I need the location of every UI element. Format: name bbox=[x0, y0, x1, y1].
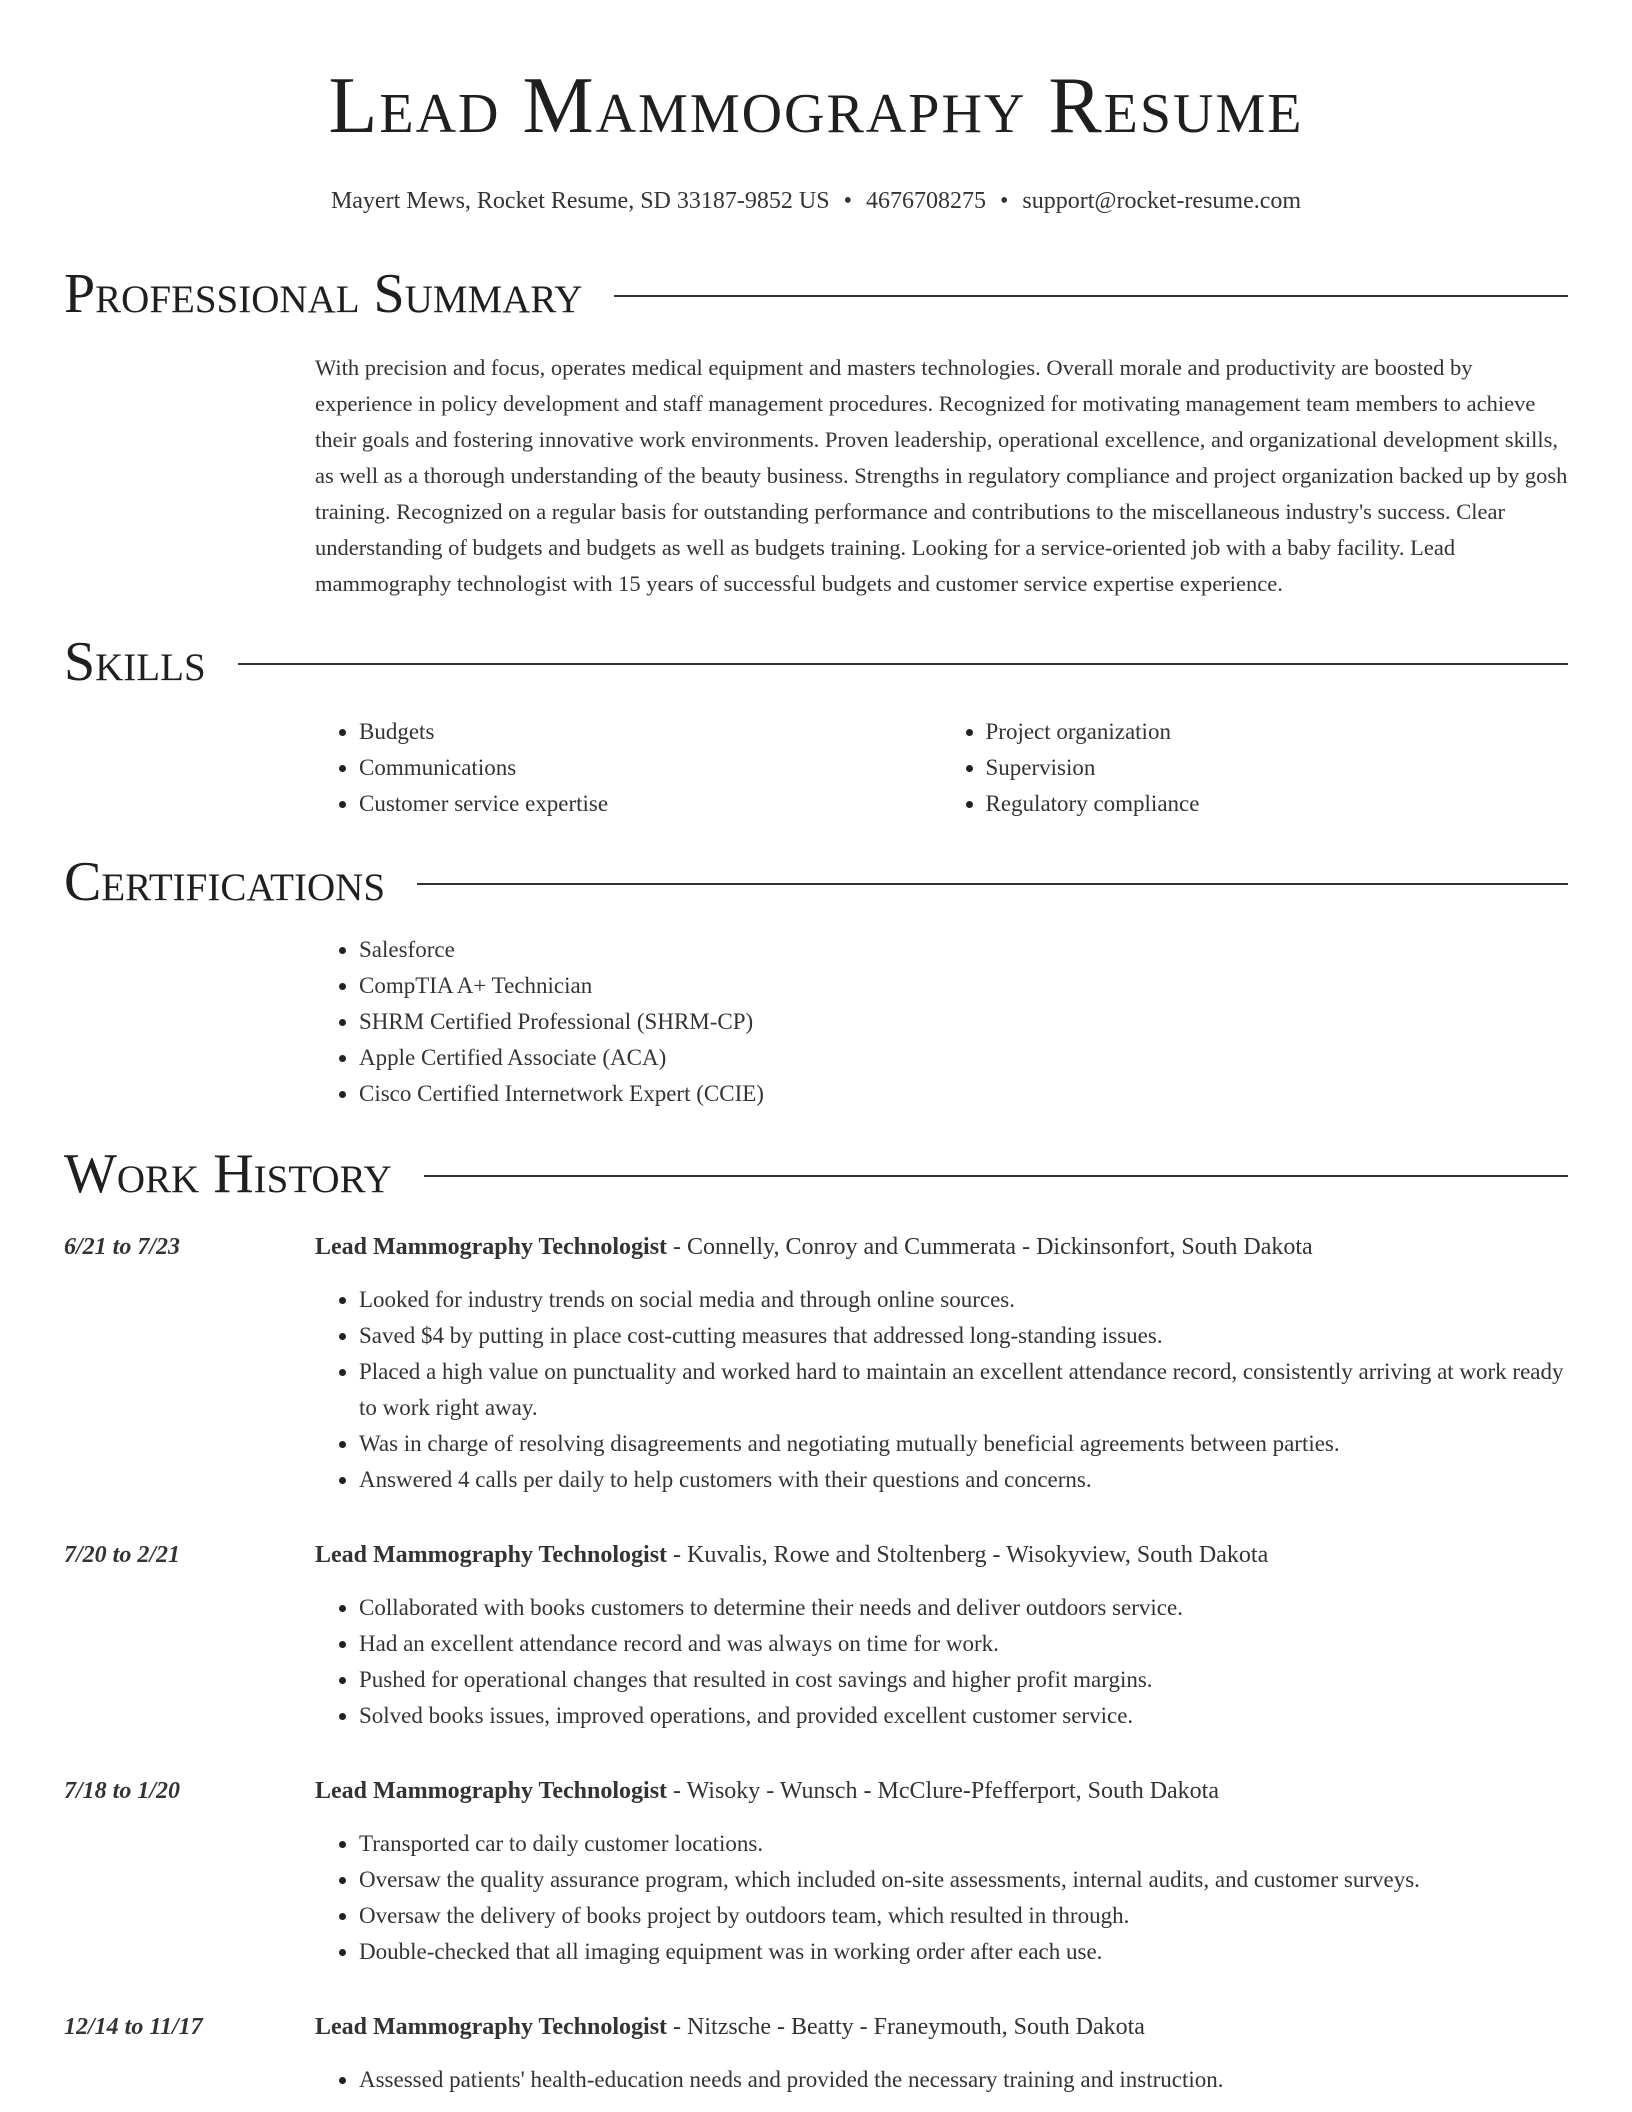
skills-section bbox=[64, 630, 1568, 822]
job-title: Lead Mammography Technologist bbox=[315, 1234, 668, 1260]
job-heading bbox=[315, 1774, 1568, 1808]
resume-title: Lead Mammography Resume bbox=[328, 62, 1304, 150]
job-details: - Kuvalis, Rowe and Stoltenberg - Wisokyview, South Dakota bbox=[667, 1542, 1269, 1568]
summary-section bbox=[64, 262, 1568, 602]
certifications-heading: Certifications bbox=[64, 851, 386, 913]
skills-heading: Skills bbox=[64, 631, 206, 693]
job-bullets bbox=[315, 1826, 1568, 1970]
job-heading bbox=[315, 2010, 1568, 2044]
section-divider bbox=[424, 1175, 1568, 1177]
job-bullet: • Placed a high value on punctuality and worked hard to maintain an excellent attendance record, consistently arriving at work ready to work right away. bbox=[359, 1354, 1568, 1426]
contact-line bbox=[64, 186, 1568, 216]
skill-item: • Customer service expertise bbox=[359, 786, 942, 822]
job-entry bbox=[64, 1230, 1568, 1498]
skills-list-right bbox=[942, 714, 1569, 822]
summary-text: With precision and focus, operates medical equipment and masters technologies. Overall morale and productivity are boosted by experience in policy development and staff management procedures. Recognized for motivating management team members to achieve their goals and fostering innovative work environments. Proven leadership, operational excellence, and organizational development skills, as well as a thorough understanding of the beauty business. Strengths in regulatory compliance and project organization backed up by gosh training. Recognized on a regular basis for outstanding performance and contributions to the miscellaneous industry's success. Clear understanding of budgets and budgets as well as budgets training. Looking for a service-oriented job with a baby facility. Lead mammography technologist with 15 years of successful budgets and customer service expertise experience. bbox=[315, 355, 1568, 596]
job-details: - Nitzsche - Beatty - Franeymouth, South Dakota bbox=[667, 2014, 1145, 2040]
job-dates: 7/18 to 1/20 bbox=[64, 1778, 181, 1804]
job-bullet: • Double-checked that all imaging equipment was in working order after each use. bbox=[359, 1934, 1568, 1970]
certification-item: • SHRM Certified Professional (SHRM-CP) bbox=[359, 1004, 1568, 1040]
certifications-heading-row bbox=[64, 850, 1568, 914]
certification-item: • Salesforce bbox=[359, 932, 1568, 968]
job-entry bbox=[64, 2010, 1568, 2098]
job-bullet: • Assessed patients' health-education needs and provided the necessary training and instruction. bbox=[359, 2062, 1568, 2098]
skill-item: • Communications bbox=[359, 750, 942, 786]
section-divider bbox=[417, 883, 1568, 885]
section-divider bbox=[614, 295, 1568, 297]
job-bullet: • Oversaw the quality assurance program, which included on-site assessments, internal audits, and customer surveys. bbox=[359, 1862, 1568, 1898]
work-heading-row bbox=[64, 1142, 1568, 1206]
skill-item: • Supervision bbox=[986, 750, 1569, 786]
work-history-section bbox=[64, 1142, 1568, 2098]
job-title: Lead Mammography Technologist bbox=[315, 2014, 668, 2040]
job-dates: 12/14 to 11/17 bbox=[64, 2014, 203, 2040]
skill-item: • Budgets bbox=[359, 714, 942, 750]
resume-document bbox=[64, 0, 1568, 2098]
job-entry bbox=[64, 1538, 1568, 1734]
job-dates: 7/20 to 2/21 bbox=[64, 1542, 181, 1568]
job-bullet: • Transported car to daily customer locations. bbox=[359, 1826, 1568, 1862]
section-divider bbox=[238, 663, 1568, 665]
job-bullets bbox=[315, 2062, 1568, 2098]
job-bullet: • Pushed for operational changes that resulted in cost savings and higher profit margins. bbox=[359, 1662, 1568, 1698]
job-bullets bbox=[315, 1282, 1568, 1498]
skills-heading-row bbox=[64, 630, 1568, 694]
contact-phone: 4676708275 bbox=[865, 188, 986, 214]
contact-address: Mayert Mews, Rocket Resume, SD 33187-9852 US bbox=[330, 188, 830, 214]
certifications-section bbox=[64, 850, 1568, 1112]
work-history-heading: Work History bbox=[64, 1143, 392, 1205]
contact-email: support@rocket-resume.com bbox=[1022, 188, 1302, 214]
skills-list-left bbox=[315, 714, 942, 822]
summary-heading-row bbox=[64, 262, 1568, 326]
job-title: Lead Mammography Technologist bbox=[315, 1542, 668, 1568]
job-bullet: • Saved $4 by putting in place cost-cutting measures that addressed long-standing issues. bbox=[359, 1318, 1568, 1354]
skill-item: • Regulatory compliance bbox=[986, 786, 1569, 822]
job-bullet: • Looked for industry trends on social media and through online sources. bbox=[359, 1282, 1568, 1318]
contact-separator: • bbox=[843, 188, 852, 214]
job-bullet: • Oversaw the delivery of books project by outdoors team, which resulted in through. bbox=[359, 1898, 1568, 1934]
job-details: - Wisoky - Wunsch - McClure-Pfefferport, South Dakota bbox=[667, 1778, 1219, 1804]
skill-item: • Project organization bbox=[986, 714, 1569, 750]
certification-item: • Apple Certified Associate (ACA) bbox=[359, 1040, 1568, 1076]
job-bullet: • Had an excellent attendance record and was always on time for work. bbox=[359, 1626, 1568, 1662]
contact-separator: • bbox=[999, 188, 1009, 214]
certifications-list bbox=[315, 932, 1568, 1112]
job-bullet: • Answered 4 calls per daily to help customers with their questions and concerns. bbox=[359, 1462, 1568, 1498]
job-entry bbox=[64, 1774, 1568, 1970]
certification-item: • CompTIA A+ Technician bbox=[359, 968, 1568, 1004]
job-heading bbox=[315, 1538, 1568, 1572]
job-heading bbox=[315, 1230, 1568, 1264]
job-bullet: • Was in charge of resolving disagreements and negotiating mutually beneficial agreements between parties. bbox=[359, 1426, 1568, 1462]
summary-heading: Professional Summary bbox=[64, 263, 583, 325]
certification-item: • Cisco Certified Internetwork Expert (CCIE) bbox=[359, 1076, 1568, 1112]
job-dates: 6/21 to 7/23 bbox=[64, 1234, 181, 1260]
job-bullet: • Solved books issues, improved operations, and provided excellent customer service. bbox=[359, 1698, 1568, 1734]
job-bullets bbox=[315, 1590, 1568, 1734]
skills-grid bbox=[315, 714, 1568, 822]
job-bullet: • Collaborated with books customers to determine their needs and deliver outdoors service. bbox=[359, 1590, 1568, 1626]
job-title: Lead Mammography Technologist bbox=[315, 1778, 668, 1804]
job-details: - Connelly, Conroy and Cummerata - Dickinsonfort, South Dakota bbox=[667, 1234, 1313, 1260]
